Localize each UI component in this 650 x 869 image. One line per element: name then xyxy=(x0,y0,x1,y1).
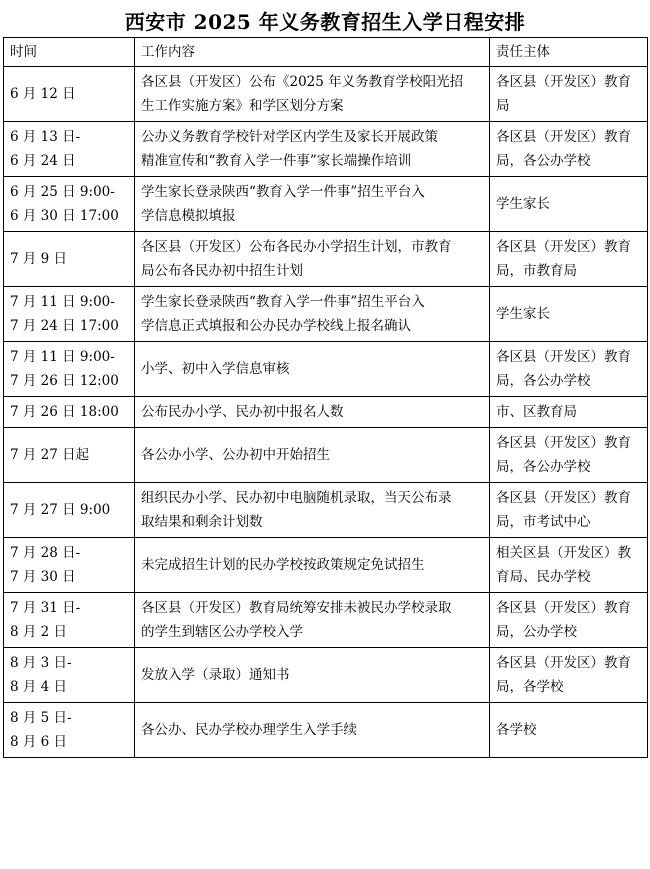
table-row xyxy=(4,538,648,593)
header-content: 工作内容 xyxy=(135,38,490,67)
time-cell-line: 7 月 26 日 18:00 xyxy=(10,404,119,420)
content-cell xyxy=(135,177,490,232)
owner-cell-line: 各学校 xyxy=(496,722,537,738)
time-cell-line: 8 月 2 日 xyxy=(10,624,68,640)
table-row xyxy=(4,177,648,232)
time-cell-line: 6 月 25 日 9:00- xyxy=(10,184,115,200)
owner-cell xyxy=(490,67,648,122)
content-cell-line: 学生家长登录陕西“教育入学一件事”招生平台入 xyxy=(141,184,425,200)
time-cell-line: 7 月 27 日起 xyxy=(10,447,90,463)
table-row xyxy=(4,397,648,428)
table-row xyxy=(4,232,648,287)
owner-cell-line: 局 xyxy=(496,98,510,114)
content-cell-line: 组织民办小学、民办初中电脑随机录取，当天公布录 xyxy=(141,490,452,506)
content-cell-line: 学信息正式填报和公办民办学校线上报名确认 xyxy=(141,318,411,334)
content-cell-line: 未完成招生计划的民办学校按政策规定免试招生 xyxy=(141,557,425,573)
document-title: 西安市 2025 年义务教育招生入学日程安排 xyxy=(124,10,526,34)
owner-cell xyxy=(490,397,648,428)
owner-cell xyxy=(490,177,648,232)
content-cell xyxy=(135,428,490,483)
time-cell-line: 8 月 4 日 xyxy=(10,679,68,695)
time-cell-line: 6 月 12 日 xyxy=(10,86,76,102)
owner-cell-line: 各区县（开发区）教育 xyxy=(496,239,631,255)
header-time: 时间 xyxy=(4,38,135,67)
time-cell-line: 7 月 9 日 xyxy=(10,251,68,267)
owner-cell-line: 各区县（开发区）教育 xyxy=(496,655,631,671)
time-cell-line: 7 月 30 日 xyxy=(10,569,76,585)
owner-cell-line: 各区县（开发区）教育 xyxy=(496,129,631,145)
owner-cell-line: 局，公办学校 xyxy=(496,624,577,640)
owner-cell-line: 学生家长 xyxy=(496,196,550,212)
owner-cell xyxy=(490,428,648,483)
owner-cell xyxy=(490,342,648,397)
content-cell xyxy=(135,593,490,648)
table-row xyxy=(4,428,648,483)
owner-cell-line: 局，各公办学校 xyxy=(496,459,591,475)
time-cell xyxy=(4,428,135,483)
owner-cell xyxy=(490,703,648,758)
content-cell xyxy=(135,397,490,428)
time-cell xyxy=(4,648,135,703)
time-cell xyxy=(4,538,135,593)
owner-cell-line: 局，各公办学校 xyxy=(496,153,591,169)
time-cell-line: 6 月 24 日 xyxy=(10,153,76,169)
owner-cell xyxy=(490,483,648,538)
table-row xyxy=(4,648,648,703)
owner-cell-line: 各区县（开发区）教育 xyxy=(496,349,631,365)
content-cell-line: 学生家长登录陕西“教育入学一件事”招生平台入 xyxy=(141,294,425,310)
table-row xyxy=(4,67,648,122)
owner-cell-line: 各区县（开发区）教育 xyxy=(496,600,631,616)
content-cell-line: 各区县（开发区）公布《2025 年义务教育学校阳光招 xyxy=(141,74,464,90)
time-cell xyxy=(4,177,135,232)
table-row xyxy=(4,703,648,758)
time-cell-line: 6 月 30 日 17:00 xyxy=(10,208,119,224)
time-cell-line: 7 月 31 日- xyxy=(10,600,81,616)
content-cell xyxy=(135,703,490,758)
schedule-table xyxy=(3,37,648,758)
time-cell-line: 8 月 6 日 xyxy=(10,734,68,750)
content-cell-line: 各公办小学、公办初中开始招生 xyxy=(141,447,330,463)
time-cell xyxy=(4,287,135,342)
time-cell-line: 7 月 24 日 17:00 xyxy=(10,318,119,334)
content-cell xyxy=(135,648,490,703)
content-cell-line: 生工作实施方案》和学区划分方案 xyxy=(141,98,344,114)
time-cell xyxy=(4,397,135,428)
owner-cell xyxy=(490,648,648,703)
table-row xyxy=(4,122,648,177)
time-cell-line: 6 月 13 日- xyxy=(10,129,81,145)
time-cell xyxy=(4,593,135,648)
time-cell xyxy=(4,703,135,758)
content-cell-line: 局公布各民办初中招生计划 xyxy=(141,263,303,279)
content-cell-line: 取结果和剩余计划数 xyxy=(141,514,263,530)
content-cell-line: 各公办、民办学校办理学生入学手续 xyxy=(141,722,357,738)
owner-cell-line: 相关区县（开发区）教 xyxy=(496,545,631,561)
time-cell-line: 7 月 11 日 9:00- xyxy=(10,349,115,365)
content-cell-line: 发放入学（录取）通知书 xyxy=(141,667,290,683)
content-cell-line: 公办义务教育学校针对学区内学生及家长开展政策 xyxy=(141,129,438,145)
owner-cell-line: 育局、民办学校 xyxy=(496,569,591,585)
owner-cell-line: 局，各学校 xyxy=(496,679,564,695)
time-cell xyxy=(4,67,135,122)
table-header-row xyxy=(4,38,648,67)
content-cell-line: 各区县（开发区）教育局统筹安排未被民办学校录取 xyxy=(141,600,452,616)
content-cell-line: 学信息模拟填报 xyxy=(141,208,236,224)
table-row xyxy=(4,342,648,397)
owner-cell xyxy=(490,122,648,177)
content-cell-line: 小学、初中入学信息审核 xyxy=(141,361,290,377)
owner-cell-line: 市、区教育局 xyxy=(496,404,577,420)
table-row xyxy=(4,287,648,342)
time-cell-line: 7 月 26 日 12:00 xyxy=(10,373,119,389)
owner-cell xyxy=(490,287,648,342)
content-cell-line: 精准宣传和“教育入学一件事”家长端操作培训 xyxy=(141,153,412,169)
content-cell xyxy=(135,67,490,122)
table-row xyxy=(4,593,648,648)
time-cell-line: 7 月 28 日- xyxy=(10,545,81,561)
time-cell xyxy=(4,122,135,177)
content-cell xyxy=(135,483,490,538)
content-cell xyxy=(135,342,490,397)
time-cell xyxy=(4,232,135,287)
time-cell xyxy=(4,483,135,538)
content-cell-line: 公布民办小学、民办初中报名人数 xyxy=(141,404,344,420)
time-cell xyxy=(4,342,135,397)
owner-cell-line: 各区县（开发区）教育 xyxy=(496,490,631,506)
owner-cell-line: 学生家长 xyxy=(496,306,550,322)
owner-cell-line: 局，市教育局 xyxy=(496,263,577,279)
content-cell xyxy=(135,538,490,593)
owner-cell-line: 各区县（开发区）教育 xyxy=(496,435,631,451)
owner-cell-line: 局，各公办学校 xyxy=(496,373,591,389)
content-cell-line: 各区县（开发区）公布各民办小学招生计划，市教育 xyxy=(141,239,452,255)
owner-cell xyxy=(490,538,648,593)
owner-cell-line: 各区县（开发区）教育 xyxy=(496,74,631,90)
owner-cell xyxy=(490,232,648,287)
content-cell-line: 的学生到辖区公办学校入学 xyxy=(141,624,303,640)
time-cell-line: 8 月 3 日- xyxy=(10,655,72,671)
content-cell xyxy=(135,287,490,342)
time-cell-line: 7 月 27 日 9:00 xyxy=(10,502,111,518)
table-row xyxy=(4,483,648,538)
header-owner: 责任主体 xyxy=(490,38,648,67)
time-cell-line: 8 月 5 日- xyxy=(10,710,72,726)
owner-cell xyxy=(490,593,648,648)
owner-cell-line: 局，市考试中心 xyxy=(496,514,591,530)
content-cell xyxy=(135,122,490,177)
time-cell-line: 7 月 11 日 9:00- xyxy=(10,294,115,310)
content-cell xyxy=(135,232,490,287)
